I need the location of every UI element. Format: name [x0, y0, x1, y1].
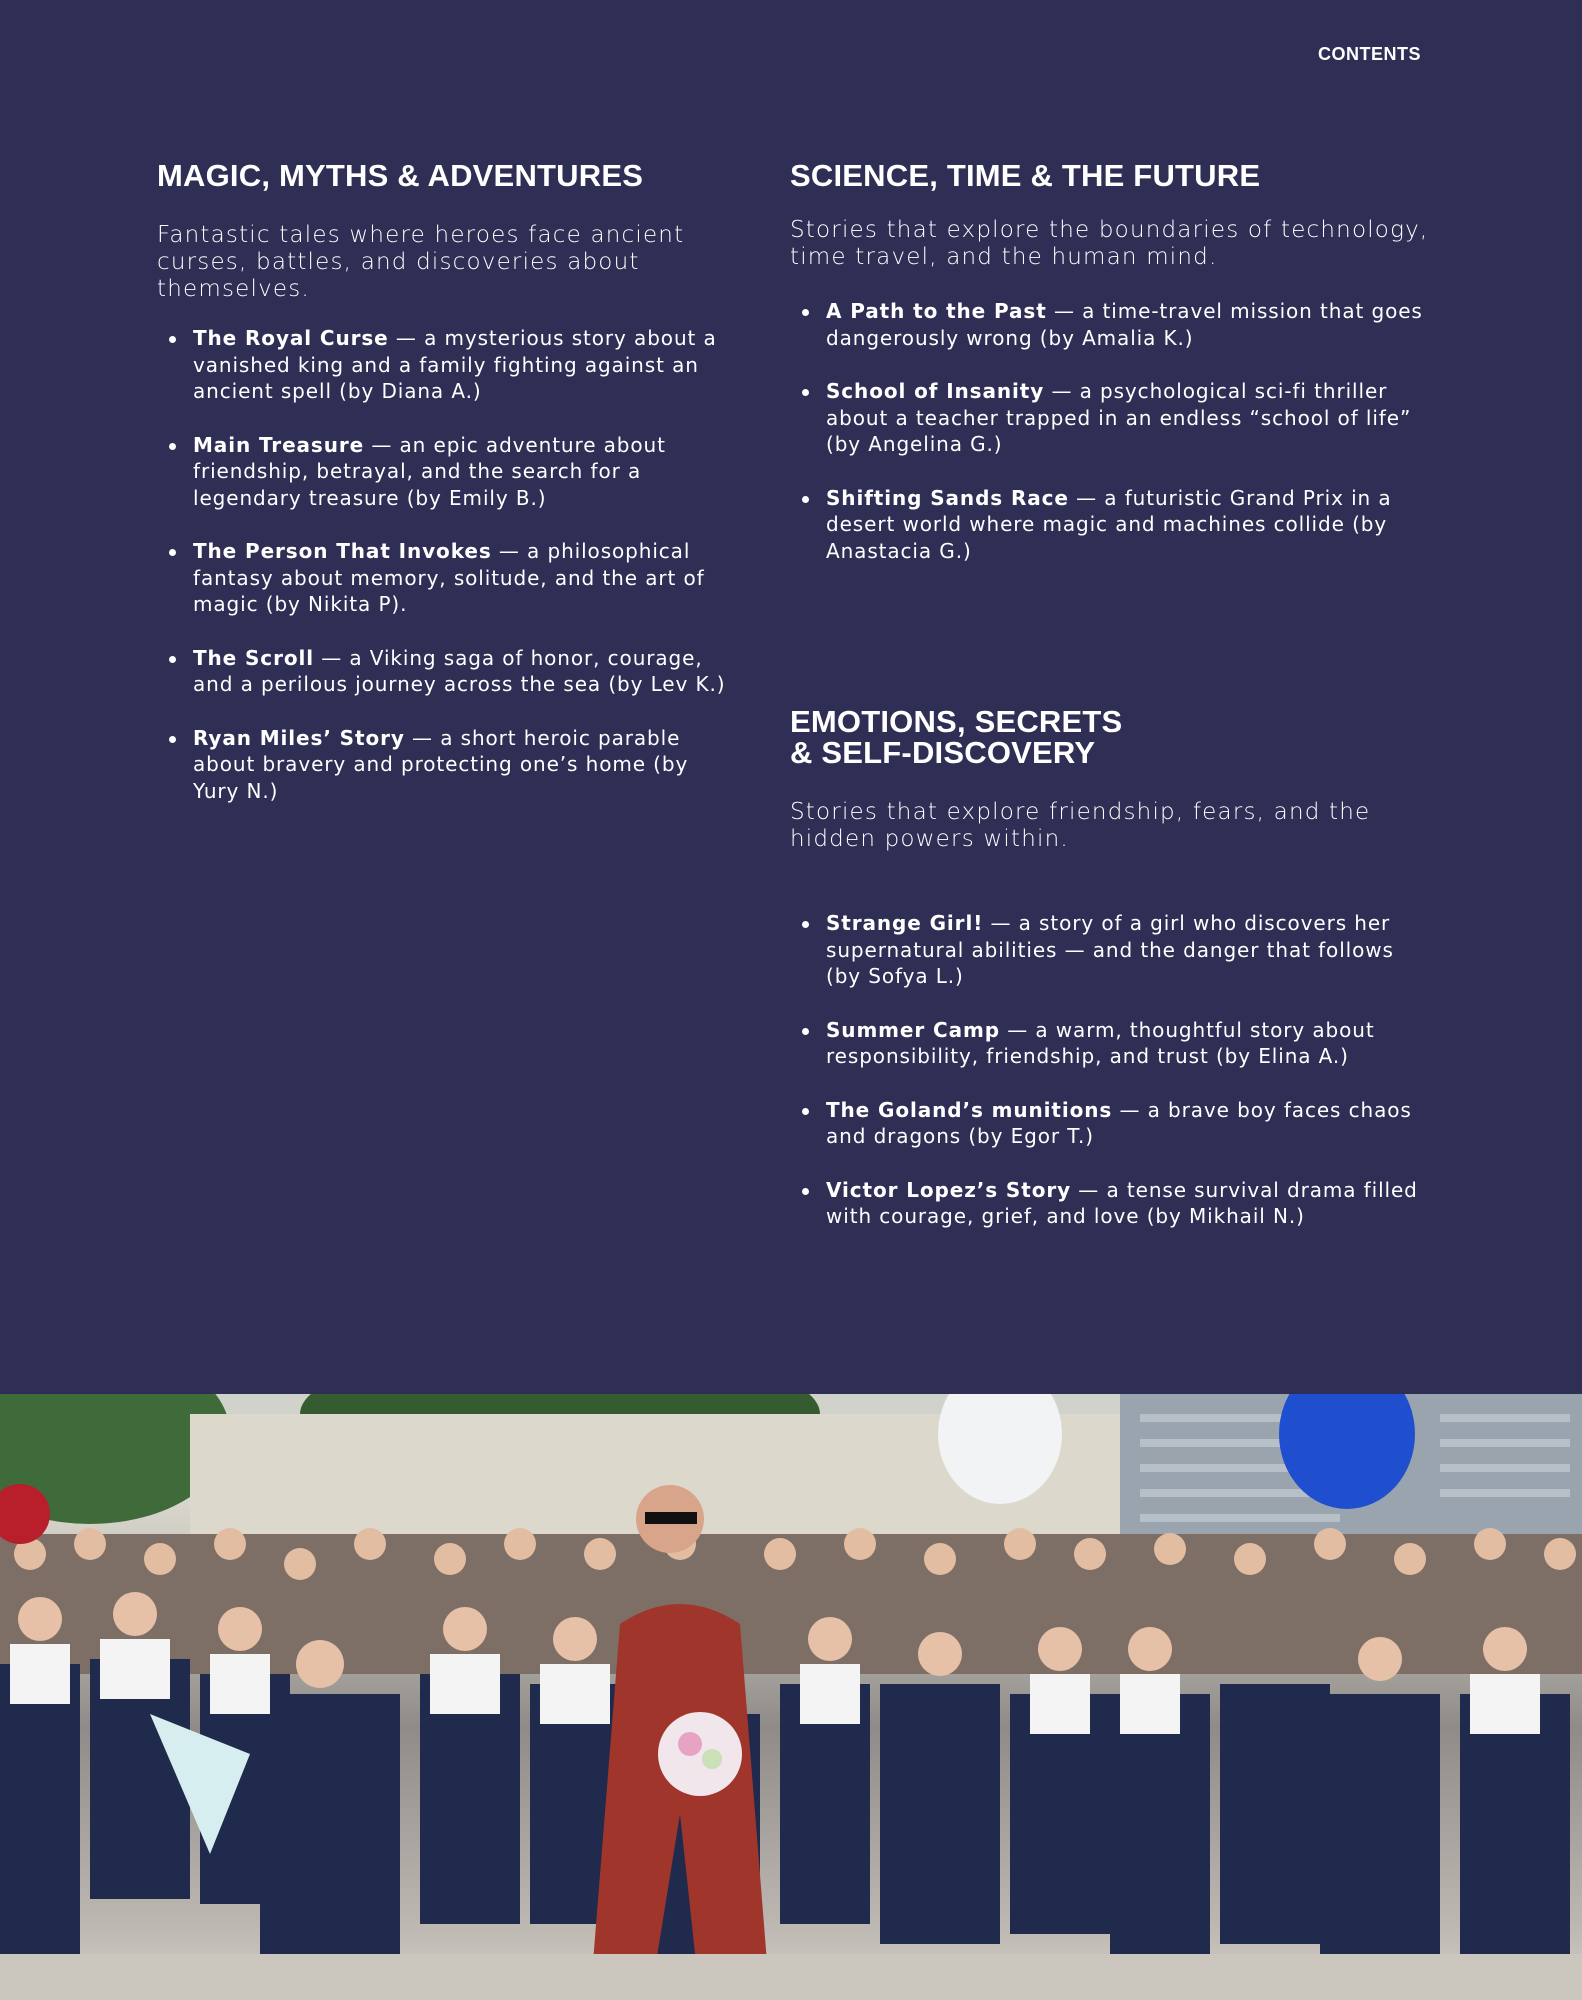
story-list — [157, 325, 737, 804]
bullet-icon — [169, 656, 176, 663]
bullet-icon — [802, 921, 809, 928]
story-summary: — a tense survival drama filled with courage, grief, and love (by Mikhail N.) — [826, 1177, 1418, 1228]
story-list — [790, 298, 1430, 564]
story-title: The Person That Invokes — [193, 539, 492, 563]
story-title: School of Insanity — [826, 379, 1045, 403]
story-title: Ryan Miles’ Story — [193, 725, 405, 750]
flower-bouquet — [658, 1712, 742, 1796]
story-item — [157, 432, 737, 512]
story-summary: — a story of a girl who discovers her supernatural abilities — and the danger that follows (by Sofya L.) — [826, 911, 1394, 988]
story-item — [790, 485, 1430, 565]
section-description: Stories that explore the boundaries of technology, time travel, and the human mind. — [790, 217, 1429, 270]
story-item — [790, 1017, 1430, 1070]
story-item — [790, 378, 1430, 458]
school-crowd-photo — [0, 1394, 1582, 2000]
bullet-icon — [802, 1188, 809, 1195]
bullet-icon — [169, 336, 176, 343]
story-title: Main Treasure — [193, 432, 365, 457]
bullet-icon — [169, 549, 176, 556]
bullet-icon — [169, 736, 176, 743]
story-summary: — a brave boy faces chaos and dragons (by Egor T.) — [826, 1097, 1412, 1148]
story-title: Summer Camp — [826, 1017, 1000, 1042]
story-summary: — a short heroic parable about bravery and protecting one’s home (by Yury N.) — [193, 725, 689, 803]
section-heading: SCIENCE, TIME & THE FUTURE — [790, 158, 1261, 193]
story-item — [157, 538, 737, 618]
pavement — [0, 1954, 1582, 2000]
story-title: The Scroll — [193, 645, 314, 670]
story-title: The Goland’s munitions — [826, 1097, 1113, 1122]
section-heading-line-2: & SELF-DISCOVERY — [790, 735, 1096, 770]
story-title: Victor Lopez’s Story — [826, 1177, 1072, 1202]
story-item — [157, 325, 737, 405]
bullet-icon — [802, 1108, 809, 1115]
story-item — [790, 298, 1430, 351]
story-item — [157, 645, 737, 698]
section-magic-myths-adventures — [157, 160, 737, 831]
story-summary: — an epic adventure about friendship, betrayal, and the search for a legendary treasure (by Emily B.) — [193, 432, 666, 510]
story-summary: — a psychological sci-fi thriller about a teacher trapped in an endless “school of life” (by Angelina G.) — [826, 379, 1412, 456]
section-description: Stories that explore friendship, fears, and the hidden powers within. — [790, 799, 1371, 852]
bullet-icon — [802, 389, 809, 396]
bullet-icon — [802, 496, 809, 503]
section-description: Fantastic tales where heroes face ancient curses, battles, and discoveries about themselves. — [157, 222, 685, 302]
section-emotions-secrets-self-discovery — [790, 706, 1430, 1257]
story-summary: — a warm, thoughtful story about responsibility, friendship, and trust (by Elina A.) — [826, 1017, 1375, 1068]
section-heading: MAGIC, MYTHS & ADVENTURES — [157, 158, 644, 193]
story-title: Strange Girl! — [826, 911, 984, 935]
bullet-icon — [802, 1028, 809, 1035]
story-title: The Royal Curse — [193, 326, 389, 350]
story-list — [790, 910, 1430, 1230]
photo-illustration — [0, 1394, 1582, 2000]
story-summary: — a Viking saga of honor, courage, and a perilous journey across the sea (by Lev K.) — [193, 645, 726, 696]
story-title: Shifting Sands Race — [826, 485, 1069, 510]
story-item — [790, 1097, 1430, 1150]
section-science-time-future — [790, 160, 1430, 591]
section-heading-line-1: EMOTIONS, SECRETS — [790, 704, 1123, 739]
contents-label: CONTENTS — [1318, 44, 1421, 64]
story-title: A Path to the Past — [826, 299, 1047, 323]
story-summary: — a time-travel mission that goes dangerously wrong (by Amalia K.) — [826, 299, 1423, 350]
bullet-icon — [802, 309, 809, 316]
story-summary: — a mysterious story about a vanished king and a family fighting against an ancient spell (by Diana A.) — [193, 326, 717, 403]
story-item — [790, 1177, 1430, 1230]
story-item — [790, 910, 1430, 990]
story-summary: — a philosophical fantasy about memory, solitude, and the art of magic (by Nikita P). — [193, 539, 705, 616]
story-item — [157, 725, 737, 805]
sunglasses — [645, 1512, 697, 1524]
bullet-icon — [169, 443, 176, 450]
story-summary: — a futuristic Grand Prix in a desert world where magic and machines collide (by Anastacia G.) — [826, 485, 1392, 563]
section-heading — [790, 706, 1430, 768]
